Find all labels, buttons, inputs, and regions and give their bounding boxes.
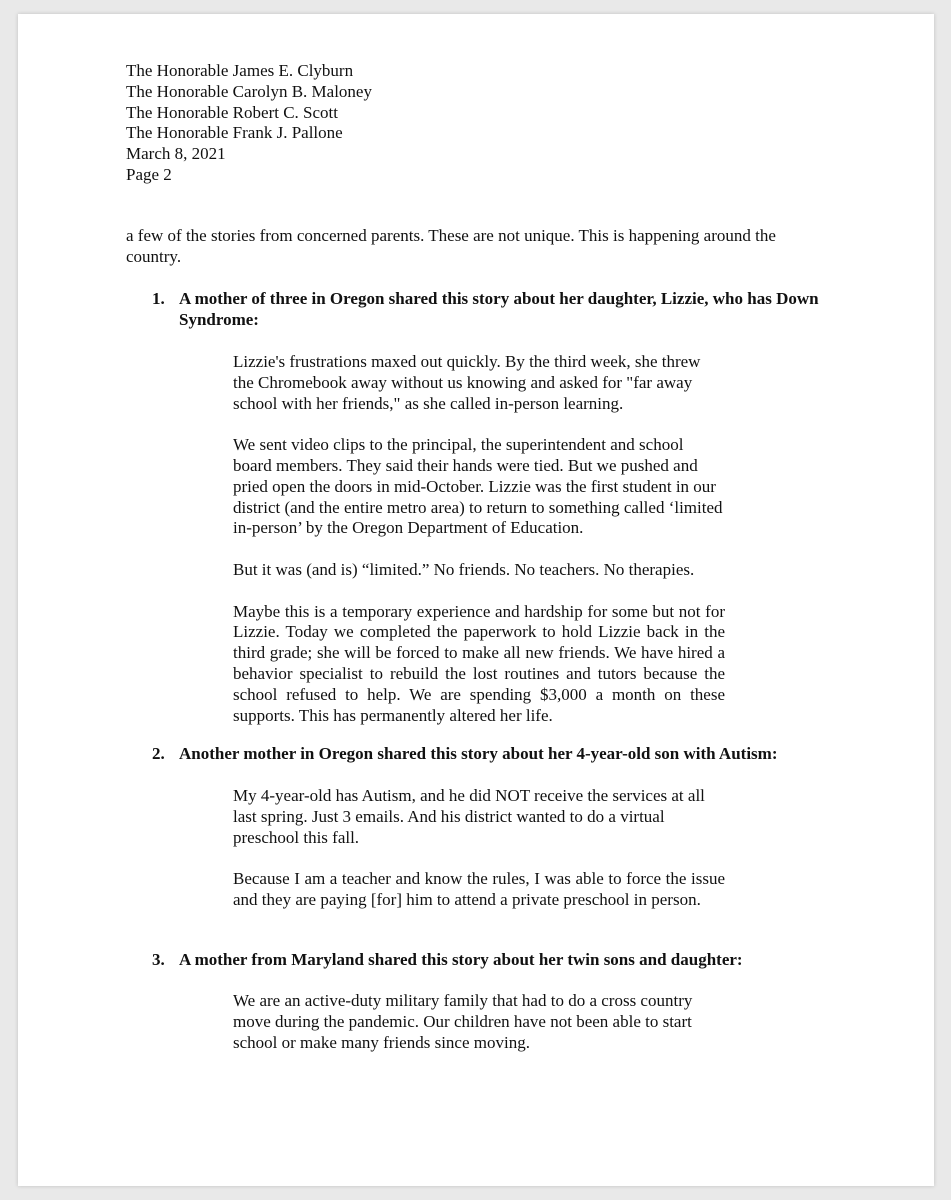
document-page (18, 14, 934, 1186)
story-heading-text: Another mother in Oregon shared this story about her 4-year-old son with Autism: (179, 744, 778, 763)
addressee-line: The Honorable Frank J. Pallone (126, 123, 343, 143)
letter-header (126, 61, 826, 186)
quote-paragraph: We are an active-duty military family that had to do a cross country move during the pandemic. Our children have not been able to start school or make many friends since moving. (233, 991, 693, 1052)
story-heading (152, 950, 852, 971)
letter-date: March 8, 2021 (126, 144, 226, 164)
story-heading (152, 289, 852, 331)
intro-paragraph: a few of the stories from concerned parents. These are not unique. This is happening around the country. (126, 226, 776, 266)
quote-paragraph: My 4-year-old has Autism, and he did NOT receive the services at all last spring. Just 3 emails. And his district wanted to do a virtual preschool this fall. (233, 786, 705, 847)
quote-paragraph: Because I am a teacher and know the rules, I was able to force the issue and they are paying [for] him to attend a private preschool in person. (233, 869, 725, 909)
page-number: Page 2 (126, 164, 172, 184)
quote-paragraph: Maybe this is a temporary experience and hardship for some but not for Lizzie. Today we completed the paperwork to hold Lizzie back in the third grade; she will be forced to make all new friends. We have hired a behavior specialist to rebuild the lost routines and tutors because the school refused to help. We are spending $3,000 a month on these supports. This has permanently altered her life. (233, 601, 725, 725)
addressee-line: The Honorable James E. Clyburn (126, 61, 354, 80)
list-number: 3. (152, 950, 165, 969)
addressee-line: The Honorable Robert C. Scott (126, 102, 338, 122)
list-number: 1. (152, 289, 165, 308)
story-heading-text: A mother of three in Oregon shared this story about her daughter, Lizzie, who has Down Syndrome: (179, 289, 819, 329)
story-quote (233, 786, 725, 932)
quote-paragraph: Lizzie's frustrations maxed out quickly. By the third week, she threw the Chromebook away without us knowing and asked for "far away school with her friends," as she called in-person learning. (233, 352, 701, 413)
quote-paragraph: But it was (and is) “limited.” No friends. No teachers. No therapies. (233, 559, 695, 579)
quote-paragraph: We sent video clips to the principal, the superintendent and school board members. They said their hands were tied. But we pushed and pried open the doors in mid-October. Lizzie was the first student in our district (and the entire metro area) to return to something called ‘limited in-person’ by the Oregon Department of Education. (233, 435, 723, 538)
list-number: 2. (152, 744, 165, 763)
story-quote (233, 991, 725, 1074)
story-heading (152, 744, 852, 765)
story-quote (233, 352, 725, 747)
story-heading-text: A mother from Maryland shared this story about her twin sons and daughter: (179, 950, 743, 969)
addressee-line: The Honorable Carolyn B. Maloney (126, 81, 372, 101)
